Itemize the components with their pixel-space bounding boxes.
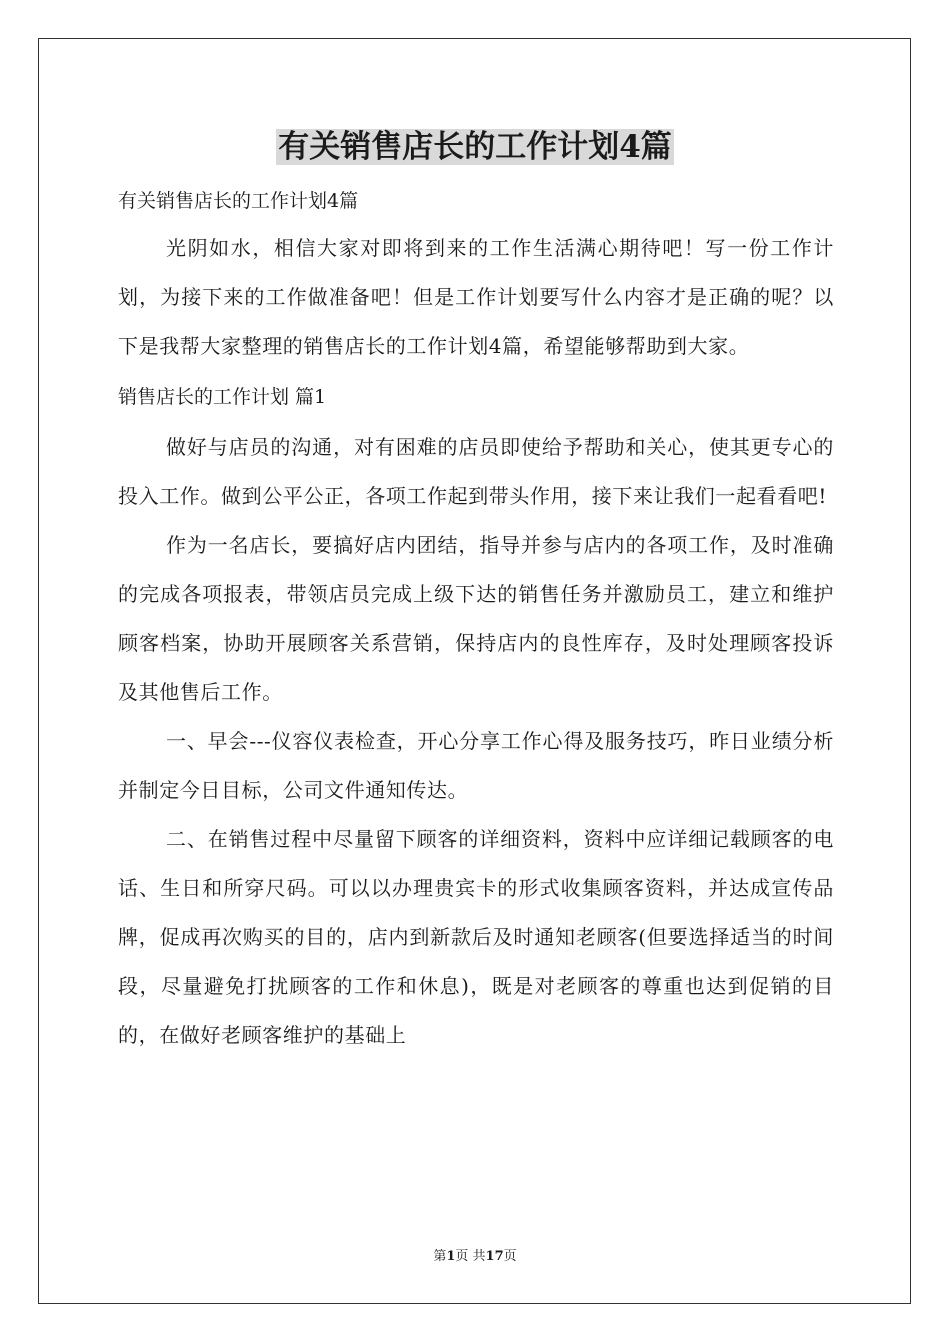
- footer-mid: 页 共: [455, 1249, 486, 1264]
- footer-suffix: 页: [503, 1249, 517, 1264]
- footer-total-pages: 17: [485, 1249, 504, 1264]
- footer-current-page: 1: [446, 1249, 456, 1264]
- document-title-text: 有关销售店长的工作计划4篇: [278, 129, 672, 165]
- page-footer: [0, 1245, 950, 1264]
- section-heading: 销售店长的工作计划 篇1: [118, 386, 327, 408]
- body-paragraph: 做好与店员的沟通，对有困难的店员即使给予帮助和关心，使其更专心的投入工作。做到公平公正，各项工作起到带头作用，接下来让我们一起看看吧!: [118, 435, 834, 508]
- body-paragraph: 二、在销售过程中尽量留下顾客的详细资料，资料中应详细记载顾客的电话、生日和所穿尺码。可以以办理贵宾卡的形式收集顾客资料，并达成宣传品牌，促成再次购买的目的，店内到新款后及时通知老顾客(但要选择适当的时间段，尽量避免打扰顾客的工作和休息)，既是对老顾客的尊重也达到促销的目的，在做好老顾客维护的基础上: [118, 827, 834, 1047]
- footer-prefix: 第: [433, 1249, 447, 1264]
- body-paragraph: 一、早会---仪容仪表检查，开心分享工作心得及服务技巧，昨日业绩分析并制定今日目标，公司文件通知传达。: [118, 729, 834, 802]
- document-body: [118, 178, 834, 1060]
- intro-paragraph: 光阴如水，相信大家对即将到来的工作生活满心期待吧！写一份工作计划，为接下来的工作做准备吧！但是工作计划要写什么内容才是正确的呢？以下是我帮大家整理的销售店长的工作计划4篇，希望能够帮助到大家。: [118, 236, 834, 358]
- document-subtitle: 有关销售店长的工作计划4篇: [118, 190, 359, 212]
- document-title: [0, 124, 950, 170]
- body-paragraph: 作为一名店长，要搞好店内团结，指导并参与店内的各项工作，及时准确的完成各项报表，带领店员完成上级下达的销售任务并激励员工，建立和维护顾客档案，协助开展顾客关系营销，保持店内的良性库存，及时处理顾客投诉及其他售后工作。: [118, 533, 834, 704]
